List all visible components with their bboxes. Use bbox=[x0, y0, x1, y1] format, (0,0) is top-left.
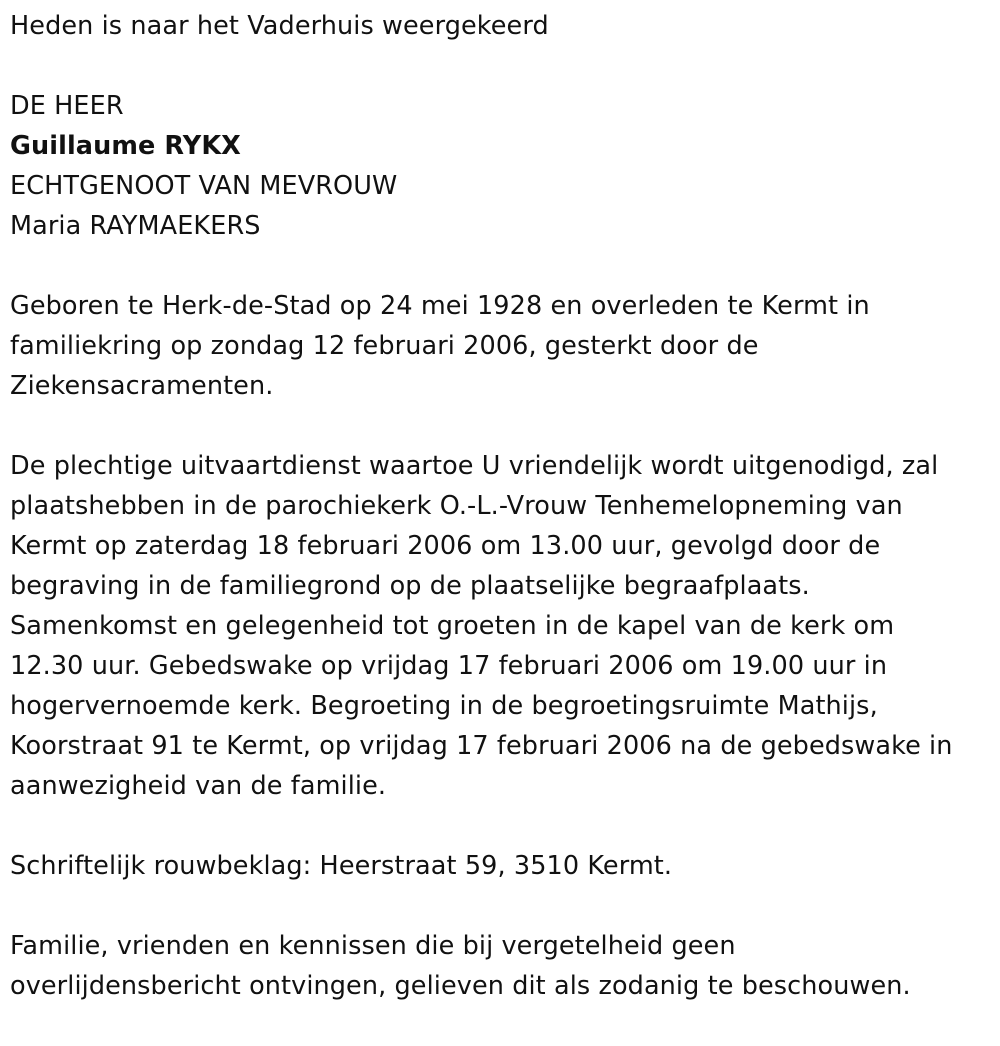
funeral-line: Samenkomst en gelegenheid tot groeten in de kapel van de kerk om bbox=[10, 611, 895, 641]
funeral-line: Koorstraat 91 te Kermt, op vrijdag 17 februari 2006 na de gebedswake in bbox=[10, 731, 953, 761]
birth-death-line: Ziekensacramenten. bbox=[10, 371, 274, 401]
closing-line: overlijdensbericht ontvingen, gelieven dit als zodanig te beschouwen. bbox=[10, 971, 911, 1001]
spacer bbox=[10, 886, 995, 926]
birth-death-paragraph bbox=[10, 286, 995, 406]
funeral-line: De plechtige uitvaartdienst waartoe U vriendelijk wordt uitgenodigd, zal bbox=[10, 451, 939, 481]
closing-line: Familie, vrienden en kennissen die bij vergetelheid geen bbox=[10, 931, 736, 961]
spacer bbox=[10, 46, 995, 86]
funeral-line: 12.30 uur. Gebedswake op vrijdag 17 februari 2006 om 19.00 uur in bbox=[10, 651, 888, 681]
condolence-address: Schriftelijk rouwbeklag: Heerstraat 59, 3510 Kermt. bbox=[10, 851, 673, 881]
deceased-name: Guillaume RYKX bbox=[10, 131, 241, 161]
funeral-line: aanwezigheid van de familie. bbox=[10, 771, 387, 801]
spacer bbox=[10, 806, 995, 846]
funeral-line: hogervernoemde kerk. Begroeting in de begroetingsruimte Mathijs, bbox=[10, 691, 878, 721]
spouse-name: Maria RAYMAEKERS bbox=[10, 211, 261, 241]
title-prefix: DE HEER bbox=[10, 91, 124, 121]
obituary-notice bbox=[10, 6, 995, 1006]
funeral-paragraph bbox=[10, 446, 995, 806]
funeral-line: begraving in de familiegrond op de plaatselijke begraafplaats. bbox=[10, 571, 810, 601]
spouse-prefix: ECHTGENOOT VAN MEVROUW bbox=[10, 171, 398, 201]
closing-paragraph bbox=[10, 926, 995, 1006]
birth-death-line: familiekring op zondag 12 februari 2006, gesterkt door de bbox=[10, 331, 759, 361]
spacer bbox=[10, 406, 995, 446]
birth-death-line: Geboren te Herk-de-Stad op 24 mei 1928 en overleden te Kermt in bbox=[10, 291, 870, 321]
funeral-line: Kermt op zaterdag 18 februari 2006 om 13.00 uur, gevolgd door de bbox=[10, 531, 881, 561]
spacer bbox=[10, 246, 995, 286]
funeral-line: plaatshebben in de parochiekerk O.-L.-Vrouw Tenhemelopneming van bbox=[10, 491, 903, 521]
intro-line: Heden is naar het Vaderhuis weergekeerd bbox=[10, 11, 549, 41]
